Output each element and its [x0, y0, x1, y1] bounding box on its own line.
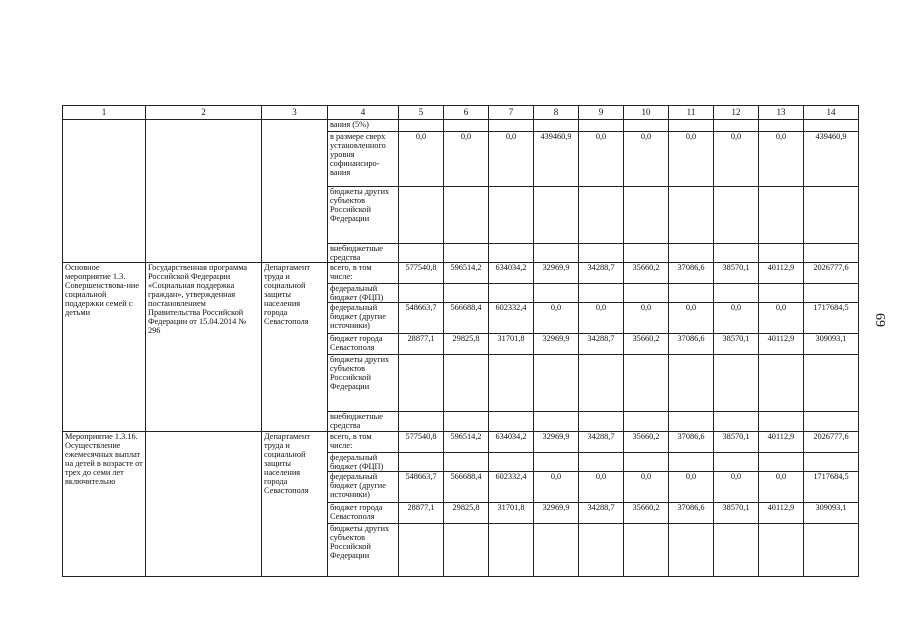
- value-cell: [714, 120, 759, 132]
- value-cell: 1717684,5: [804, 303, 859, 334]
- value-cell: [714, 284, 759, 303]
- value-cell: [669, 120, 714, 132]
- value-cell: [399, 244, 444, 263]
- value-cell: [534, 120, 579, 132]
- value-cell: 0,0: [534, 303, 579, 334]
- value-cell: 0,0: [444, 132, 489, 187]
- value-cell: [624, 284, 669, 303]
- value-cell: 0,0: [624, 472, 669, 503]
- table-body: [63, 106, 859, 577]
- value-cell: [759, 412, 804, 432]
- value-cell: 35660,2: [624, 432, 669, 453]
- value-cell: 31701,8: [489, 503, 534, 524]
- value-cell: [759, 355, 804, 412]
- header-cell: 5: [399, 106, 444, 120]
- value-cell: [579, 412, 624, 432]
- value-cell: [444, 284, 489, 303]
- value-cell: 0,0: [669, 472, 714, 503]
- value-cell: [579, 355, 624, 412]
- value-cell: 37086,6: [669, 503, 714, 524]
- funding-source-cell: бюджеты других субъектов Российской Федерации: [328, 524, 399, 577]
- funding-source-cell: всего, в том числе:: [328, 263, 399, 284]
- value-cell: [669, 453, 714, 472]
- header-cell: 1: [63, 106, 146, 120]
- value-cell: [804, 244, 859, 263]
- value-cell: 596514,2: [444, 432, 489, 453]
- value-cell: 34288,7: [579, 503, 624, 524]
- value-cell: [399, 187, 444, 244]
- value-cell: [399, 284, 444, 303]
- value-cell: 32969,9: [534, 334, 579, 355]
- value-cell: 29825,8: [444, 334, 489, 355]
- header-cell: 10: [624, 106, 669, 120]
- value-cell: 0,0: [624, 303, 669, 334]
- header-cell: 11: [669, 106, 714, 120]
- value-cell: 0,0: [534, 472, 579, 503]
- table-row: [63, 263, 859, 284]
- value-cell: 28877,1: [399, 334, 444, 355]
- value-cell: [579, 187, 624, 244]
- value-cell: [534, 187, 579, 244]
- value-cell: [399, 355, 444, 412]
- header-cell: 13: [759, 106, 804, 120]
- executor-cell: Департамент труда и социальной защиты населения города Севастополя: [262, 432, 328, 577]
- value-cell: 602332,4: [489, 303, 534, 334]
- value-cell: 634034,2: [489, 263, 534, 284]
- value-cell: [804, 284, 859, 303]
- value-cell: 37086,6: [669, 334, 714, 355]
- value-cell: [489, 524, 534, 577]
- value-cell: 596514,2: [444, 263, 489, 284]
- value-cell: 0,0: [759, 132, 804, 187]
- value-cell: [489, 187, 534, 244]
- funding-source-cell: бюджеты других субъектов Российской Федерации: [328, 187, 399, 244]
- value-cell: [534, 355, 579, 412]
- value-cell: [444, 412, 489, 432]
- value-cell: 40112,9: [759, 263, 804, 284]
- page-number: 69: [872, 313, 887, 327]
- value-cell: [534, 244, 579, 263]
- value-cell: [624, 412, 669, 432]
- funding-source-cell: бюджет города Севастополя: [328, 334, 399, 355]
- value-cell: [399, 453, 444, 472]
- header-cell: 8: [534, 106, 579, 120]
- value-cell: 0,0: [399, 132, 444, 187]
- value-cell: [489, 453, 534, 472]
- value-cell: 35660,2: [624, 334, 669, 355]
- funding-source-cell: внебюджетные средства: [328, 244, 399, 263]
- header-cell: 2: [146, 106, 262, 120]
- value-cell: 38570,1: [714, 334, 759, 355]
- value-cell: [444, 187, 489, 244]
- value-cell: 40112,9: [759, 334, 804, 355]
- value-cell: [714, 355, 759, 412]
- funding-source-cell: бюджеты других субъектов Российской Федерации: [328, 355, 399, 412]
- funding-source-cell: внебюджетные средства: [328, 412, 399, 432]
- value-cell: 32969,9: [534, 263, 579, 284]
- value-cell: [579, 453, 624, 472]
- value-cell: 602332,4: [489, 472, 534, 503]
- value-cell: [714, 187, 759, 244]
- value-cell: [399, 412, 444, 432]
- value-cell: 37086,6: [669, 432, 714, 453]
- value-cell: [759, 284, 804, 303]
- header-cell: 14: [804, 106, 859, 120]
- value-cell: [534, 453, 579, 472]
- value-cell: [624, 453, 669, 472]
- value-cell: [579, 524, 624, 577]
- value-cell: 2026777,6: [804, 432, 859, 453]
- value-cell: [759, 187, 804, 244]
- value-cell: 32969,9: [534, 503, 579, 524]
- header-cell: 4: [328, 106, 399, 120]
- value-cell: 0,0: [624, 132, 669, 187]
- value-cell: 32969,9: [534, 432, 579, 453]
- value-cell: [669, 524, 714, 577]
- activity-name-cell: Мероприятие 1.3.16. Осуществление ежемесячных выплат на детей в возрасте от трех до семи лет включительно: [63, 432, 146, 577]
- value-cell: 0,0: [714, 303, 759, 334]
- value-cell: [489, 355, 534, 412]
- value-cell: [669, 187, 714, 244]
- funding-source-cell: федеральный бюджет (ФЦП): [328, 284, 399, 303]
- value-cell: 0,0: [669, 303, 714, 334]
- table-row: [63, 120, 859, 132]
- funding-source-cell: вания (5%): [328, 120, 399, 132]
- value-cell: [444, 453, 489, 472]
- value-cell: 34288,7: [579, 263, 624, 284]
- program-cell: [146, 432, 262, 577]
- value-cell: [759, 120, 804, 132]
- value-cell: 566688,4: [444, 472, 489, 503]
- value-cell: 34288,7: [579, 334, 624, 355]
- value-cell: [444, 355, 489, 412]
- value-cell: 38570,1: [714, 263, 759, 284]
- value-cell: [489, 244, 534, 263]
- value-cell: 309093,1: [804, 503, 859, 524]
- value-cell: 37086,6: [669, 263, 714, 284]
- funding-source-cell: федеральный бюджет (другие источники): [328, 303, 399, 334]
- value-cell: 40112,9: [759, 503, 804, 524]
- value-cell: [669, 244, 714, 263]
- value-cell: [489, 284, 534, 303]
- value-cell: [579, 244, 624, 263]
- value-cell: [444, 524, 489, 577]
- value-cell: [624, 355, 669, 412]
- value-cell: [624, 244, 669, 263]
- value-cell: 35660,2: [624, 503, 669, 524]
- value-cell: [399, 120, 444, 132]
- funding-source-cell: в размере сверх установленного уровня софинансиро-вания: [328, 132, 399, 187]
- value-cell: 0,0: [714, 132, 759, 187]
- table-row: [63, 432, 859, 453]
- value-cell: [624, 120, 669, 132]
- value-cell: 0,0: [579, 303, 624, 334]
- value-cell: 29825,8: [444, 503, 489, 524]
- value-cell: 0,0: [714, 472, 759, 503]
- value-cell: [714, 524, 759, 577]
- value-cell: [579, 120, 624, 132]
- value-cell: [669, 412, 714, 432]
- executor-cell: Департамент труда и социальной защиты населения города Севастополя: [262, 263, 328, 432]
- value-cell: 0,0: [489, 132, 534, 187]
- value-cell: [714, 453, 759, 472]
- value-cell: 309093,1: [804, 334, 859, 355]
- value-cell: 566688,4: [444, 303, 489, 334]
- value-cell: 34288,7: [579, 432, 624, 453]
- value-cell: 0,0: [759, 303, 804, 334]
- value-cell: 0,0: [579, 472, 624, 503]
- value-cell: 634034,2: [489, 432, 534, 453]
- value-cell: 577540,8: [399, 263, 444, 284]
- value-cell: [669, 355, 714, 412]
- value-cell: [804, 412, 859, 432]
- value-cell: [759, 453, 804, 472]
- value-cell: 31701,8: [489, 334, 534, 355]
- value-cell: [804, 453, 859, 472]
- funding-source-cell: федеральный бюджет (ФЦП): [328, 453, 399, 472]
- value-cell: 439460,9: [804, 132, 859, 187]
- value-cell: [534, 412, 579, 432]
- value-cell: [444, 120, 489, 132]
- value-cell: [399, 524, 444, 577]
- budget-table: [62, 105, 859, 577]
- value-cell: 1717684,5: [804, 472, 859, 503]
- executor-cell: [262, 120, 328, 263]
- program-cell: [146, 120, 262, 263]
- value-cell: 35660,2: [624, 263, 669, 284]
- value-cell: [624, 524, 669, 577]
- program-cell: Государственная программа Российской Федерации «Социальная поддержка граждан», утвержденная постановлением Правительства Российской Федерации от 15.04.2014 № 296: [146, 263, 262, 432]
- activity-name-cell: Основное мероприятие 1.3. Совершенствова-ние социальной поддержки семей с детьми: [63, 263, 146, 432]
- funding-source-cell: федеральный бюджет (другие источники): [328, 472, 399, 503]
- value-cell: [489, 412, 534, 432]
- value-cell: 548663,7: [399, 303, 444, 334]
- header-cell: 7: [489, 106, 534, 120]
- value-cell: [759, 244, 804, 263]
- value-cell: 28877,1: [399, 503, 444, 524]
- value-cell: [669, 284, 714, 303]
- value-cell: 0,0: [759, 472, 804, 503]
- value-cell: [804, 187, 859, 244]
- value-cell: 0,0: [669, 132, 714, 187]
- header-cell: 12: [714, 106, 759, 120]
- value-cell: [534, 284, 579, 303]
- value-cell: [804, 120, 859, 132]
- value-cell: [579, 284, 624, 303]
- value-cell: [624, 187, 669, 244]
- activity-name-cell: [63, 120, 146, 263]
- value-cell: 40112,9: [759, 432, 804, 453]
- value-cell: 2026777,6: [804, 263, 859, 284]
- value-cell: [714, 412, 759, 432]
- funding-source-cell: всего, в том числе:: [328, 432, 399, 453]
- value-cell: [804, 355, 859, 412]
- value-cell: [759, 524, 804, 577]
- value-cell: 38570,1: [714, 503, 759, 524]
- value-cell: 38570,1: [714, 432, 759, 453]
- header-row: [63, 106, 859, 120]
- header-cell: 9: [579, 106, 624, 120]
- header-cell: 6: [444, 106, 489, 120]
- value-cell: [804, 524, 859, 577]
- value-cell: [534, 524, 579, 577]
- value-cell: 548663,7: [399, 472, 444, 503]
- value-cell: [714, 244, 759, 263]
- header-cell: 3: [262, 106, 328, 120]
- funding-source-cell: бюджет города Севастополя: [328, 503, 399, 524]
- value-cell: 0,0: [579, 132, 624, 187]
- value-cell: 577540,8: [399, 432, 444, 453]
- value-cell: 439460,9: [534, 132, 579, 187]
- value-cell: [489, 120, 534, 132]
- value-cell: [444, 244, 489, 263]
